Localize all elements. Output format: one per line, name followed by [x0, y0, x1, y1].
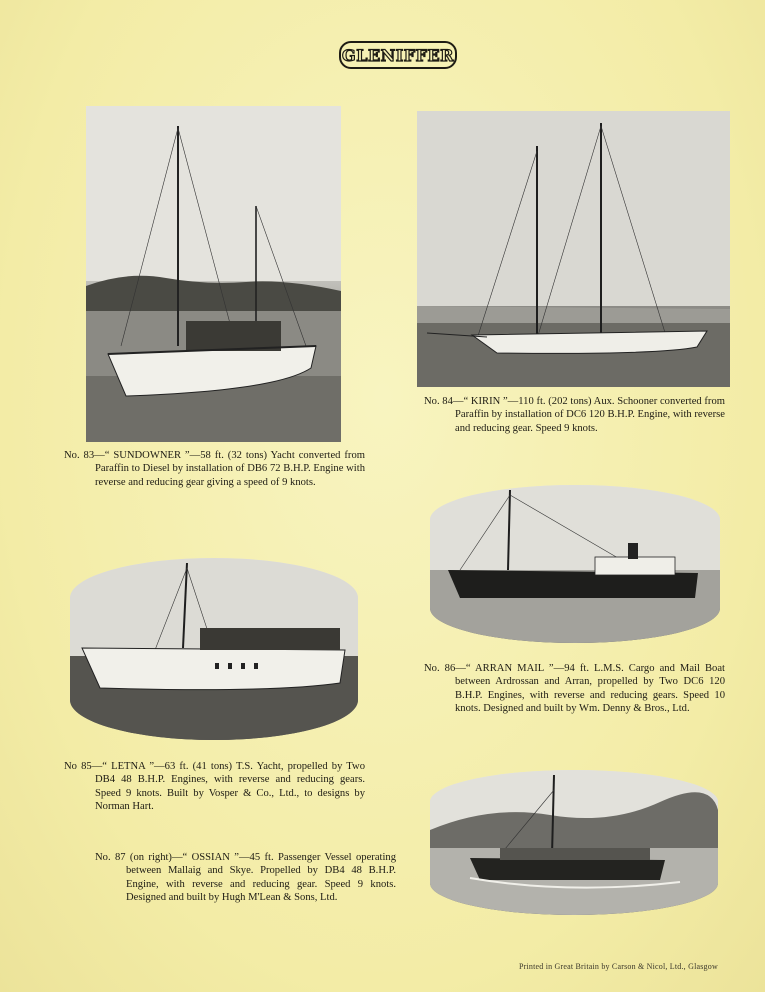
brand-name: GLENIFFER — [342, 45, 454, 65]
caption-arran-mail — [424, 662, 725, 716]
photo-ossian — [430, 770, 718, 915]
caption-ossian — [95, 851, 396, 905]
gleniffer-logo — [339, 41, 457, 69]
photo-sundowner — [86, 106, 341, 442]
caption-sundowner — [64, 449, 365, 489]
caption-text: No. 84—“ KIRIN ”—110 ft. (202 tons) Aux. Schooner converted from Paraffin by installation of DC6 120 B.H.P. Engine, with reverse and reducing gear. Speed 9 knots. — [424, 396, 725, 434]
caption-letna — [64, 760, 365, 814]
photo-kirin — [417, 111, 730, 387]
printer-credit: Printed in Great Britain by Carson & Nicol, Ltd., Glasgow — [519, 962, 718, 971]
caption-text: No. 83—“ SUNDOWNER ”—58 ft. (32 tons) Yacht converted from Paraffin to Diesel by installation of DB6 72 B.H.P. Engine with reverse and reducing gear giving a speed of 9 knots. — [64, 450, 365, 488]
caption-kirin — [424, 395, 725, 435]
caption-text: No 85—“ LETNA ”—63 ft. (41 tons) T.S. Yacht, propelled by Two DB4 48 B.H.P. Engines, with reverse and reducing gears. Speed 9 knots. Built by Vosper & Co., Ltd., to designs by Norman Hart. — [64, 761, 365, 813]
caption-text: No. 86—“ ARRAN MAIL ”—94 ft. L.M.S. Cargo and Mail Boat between Ardrossan and Arran, propelled by Two DC6 120 B.H.P. Engines, with reverse and reducing gears. Speed 10 knots. Designed and built by Wm. Denny & Bros., Ltd. — [424, 663, 725, 715]
photo-arran-mail — [430, 485, 720, 643]
photo-letna — [70, 558, 358, 740]
caption-text: No. 87 (on right)—“ OSSIAN ”—45 ft. Passenger Vessel operating between Mallaig and Skye. Propelled by DB4 48 B.H.P. Engine, with reverse and reducing gear. Speed 9 knots. Designed and built by Hugh M'Lean & Sons, Ltd. — [95, 852, 396, 904]
